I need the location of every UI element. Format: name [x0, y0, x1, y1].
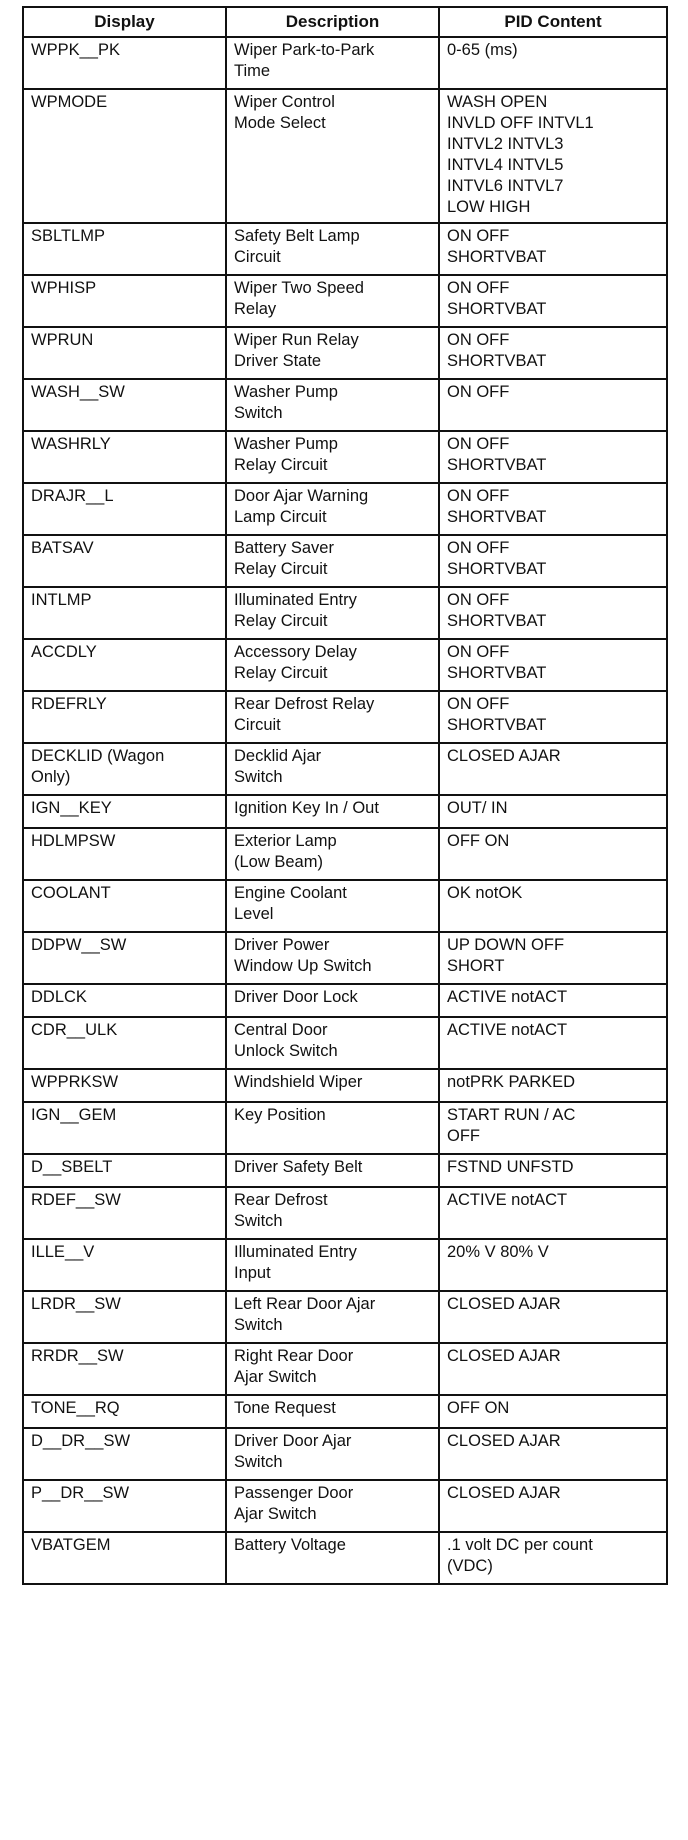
cell-display: WPHISP [23, 275, 226, 327]
cell-pid-content: CLOSED AJAR [439, 1428, 667, 1480]
table-row [23, 1154, 667, 1187]
table-row [23, 795, 667, 828]
cell-display: DRAJR__L [23, 483, 226, 535]
table-row [23, 535, 667, 587]
cell-description: Engine Coolant Level [226, 880, 439, 932]
cell-display: DDLCK [23, 984, 226, 1017]
cell-description: Wiper Two Speed Relay [226, 275, 439, 327]
table-row [23, 1017, 667, 1069]
table-row [23, 1187, 667, 1239]
cell-display: TONE__RQ [23, 1395, 226, 1428]
cell-display: WPRUN [23, 327, 226, 379]
cell-display: SBLTLMP [23, 223, 226, 275]
table-row [23, 639, 667, 691]
cell-description: Washer Pump Switch [226, 379, 439, 431]
cell-pid-content: ACTIVE notACT [439, 1187, 667, 1239]
cell-pid-content: notPRK PARKED [439, 1069, 667, 1102]
cell-display: WPPK__PK [23, 37, 226, 89]
cell-display: LRDR__SW [23, 1291, 226, 1343]
table-row [23, 1480, 667, 1532]
cell-display: INTLMP [23, 587, 226, 639]
table-row [23, 1395, 667, 1428]
cell-display: WPPRKSW [23, 1069, 226, 1102]
cell-pid-content: 0-65 (ms) [439, 37, 667, 89]
cell-display: ACCDLY [23, 639, 226, 691]
table-row [23, 743, 667, 795]
cell-description: Battery Voltage [226, 1532, 439, 1584]
table-header [23, 7, 667, 37]
cell-pid-content: ON OFF SHORTVBAT [439, 223, 667, 275]
cell-display: D__DR__SW [23, 1428, 226, 1480]
document-page [22, 6, 666, 1585]
cell-pid-content: ON OFF SHORTVBAT [439, 639, 667, 691]
cell-display: BATSAV [23, 535, 226, 587]
table-row [23, 223, 667, 275]
cell-description: Wiper Park-to-Park Time [226, 37, 439, 89]
cell-pid-content: START RUN / AC OFF [439, 1102, 667, 1154]
cell-pid-content: WASH OPEN INVLD OFF INTVL1 INTVL2 INTVL3 INTVL4 INTVL5 INTVL6 INTVL7 LOW HIGH [439, 89, 667, 223]
cell-description: Right Rear Door Ajar Switch [226, 1343, 439, 1395]
cell-pid-content: ON OFF SHORTVBAT [439, 587, 667, 639]
cell-description: Key Position [226, 1102, 439, 1154]
table-row [23, 37, 667, 89]
cell-display: IGN__KEY [23, 795, 226, 828]
cell-display: DDPW__SW [23, 932, 226, 984]
header-row [23, 7, 667, 37]
cell-pid-content: ON OFF SHORTVBAT [439, 483, 667, 535]
cell-pid-content: CLOSED AJAR [439, 743, 667, 795]
cell-pid-content: CLOSED AJAR [439, 1343, 667, 1395]
cell-display: RDEFRLY [23, 691, 226, 743]
cell-description: Accessory Delay Relay Circuit [226, 639, 439, 691]
cell-description: Rear Defrost Switch [226, 1187, 439, 1239]
table-row [23, 828, 667, 880]
cell-pid-content: ON OFF SHORTVBAT [439, 535, 667, 587]
cell-pid-content: OUT/ IN [439, 795, 667, 828]
table-row [23, 89, 667, 223]
cell-pid-content: CLOSED AJAR [439, 1480, 667, 1532]
header-description: Description [226, 7, 439, 37]
cell-pid-content: ON OFF SHORTVBAT [439, 691, 667, 743]
table-row [23, 1428, 667, 1480]
cell-pid-content: OFF ON [439, 828, 667, 880]
cell-pid-content: OK notOK [439, 880, 667, 932]
cell-description: Driver Power Window Up Switch [226, 932, 439, 984]
table-row [23, 1239, 667, 1291]
header-pid-content: PID Content [439, 7, 667, 37]
cell-description: Illuminated Entry Relay Circuit [226, 587, 439, 639]
table-row [23, 431, 667, 483]
cell-pid-content: ACTIVE notACT [439, 984, 667, 1017]
cell-display: WASHRLY [23, 431, 226, 483]
cell-pid-content: 20% V 80% V [439, 1239, 667, 1291]
table-row [23, 1102, 667, 1154]
cell-description: Battery Saver Relay Circuit [226, 535, 439, 587]
cell-pid-content: CLOSED AJAR [439, 1291, 667, 1343]
table-row [23, 1532, 667, 1584]
cell-pid-content: ON OFF [439, 379, 667, 431]
table-row [23, 691, 667, 743]
cell-display: RDEF__SW [23, 1187, 226, 1239]
cell-description: Windshield Wiper [226, 1069, 439, 1102]
cell-display: D__SBELT [23, 1154, 226, 1187]
pid-table [22, 6, 668, 1585]
table-row [23, 379, 667, 431]
cell-display: HDLMPSW [23, 828, 226, 880]
cell-description: Left Rear Door Ajar Switch [226, 1291, 439, 1343]
table-row [23, 483, 667, 535]
cell-pid-content: ON OFF SHORTVBAT [439, 275, 667, 327]
cell-description: Decklid Ajar Switch [226, 743, 439, 795]
cell-description: Driver Safety Belt [226, 1154, 439, 1187]
cell-display: RRDR__SW [23, 1343, 226, 1395]
cell-display: WASH__SW [23, 379, 226, 431]
cell-description: Driver Door Lock [226, 984, 439, 1017]
cell-description: Exterior Lamp (Low Beam) [226, 828, 439, 880]
cell-description: Safety Belt Lamp Circuit [226, 223, 439, 275]
cell-display: VBATGEM [23, 1532, 226, 1584]
table-row [23, 587, 667, 639]
cell-pid-content: OFF ON [439, 1395, 667, 1428]
table-row [23, 1343, 667, 1395]
cell-description: Wiper Run Relay Driver State [226, 327, 439, 379]
cell-pid-content: FSTND UNFSTD [439, 1154, 667, 1187]
cell-display: COOLANT [23, 880, 226, 932]
cell-description: Wiper Control Mode Select [226, 89, 439, 223]
cell-description: Door Ajar Warning Lamp Circuit [226, 483, 439, 535]
table-row [23, 880, 667, 932]
cell-pid-content: ON OFF SHORTVBAT [439, 327, 667, 379]
table-row [23, 327, 667, 379]
cell-pid-content: UP DOWN OFF SHORT [439, 932, 667, 984]
cell-description: Tone Request [226, 1395, 439, 1428]
cell-pid-content: .1 volt DC per count (VDC) [439, 1532, 667, 1584]
cell-display: P__DR__SW [23, 1480, 226, 1532]
table-body [23, 37, 667, 1584]
table-row [23, 1291, 667, 1343]
cell-display: ILLE__V [23, 1239, 226, 1291]
cell-description: Central Door Unlock Switch [226, 1017, 439, 1069]
cell-description: Ignition Key In / Out [226, 795, 439, 828]
cell-display: IGN__GEM [23, 1102, 226, 1154]
cell-display: WPMODE [23, 89, 226, 223]
cell-description: Illuminated Entry Input [226, 1239, 439, 1291]
cell-display: CDR__ULK [23, 1017, 226, 1069]
cell-display: DECKLID (Wagon Only) [23, 743, 226, 795]
cell-description: Rear Defrost Relay Circuit [226, 691, 439, 743]
cell-description: Passenger Door Ajar Switch [226, 1480, 439, 1532]
table-row [23, 932, 667, 984]
table-row [23, 984, 667, 1017]
header-display: Display [23, 7, 226, 37]
table-row [23, 275, 667, 327]
cell-pid-content: ON OFF SHORTVBAT [439, 431, 667, 483]
table-row [23, 1069, 667, 1102]
cell-pid-content: ACTIVE notACT [439, 1017, 667, 1069]
cell-description: Washer Pump Relay Circuit [226, 431, 439, 483]
cell-description: Driver Door Ajar Switch [226, 1428, 439, 1480]
